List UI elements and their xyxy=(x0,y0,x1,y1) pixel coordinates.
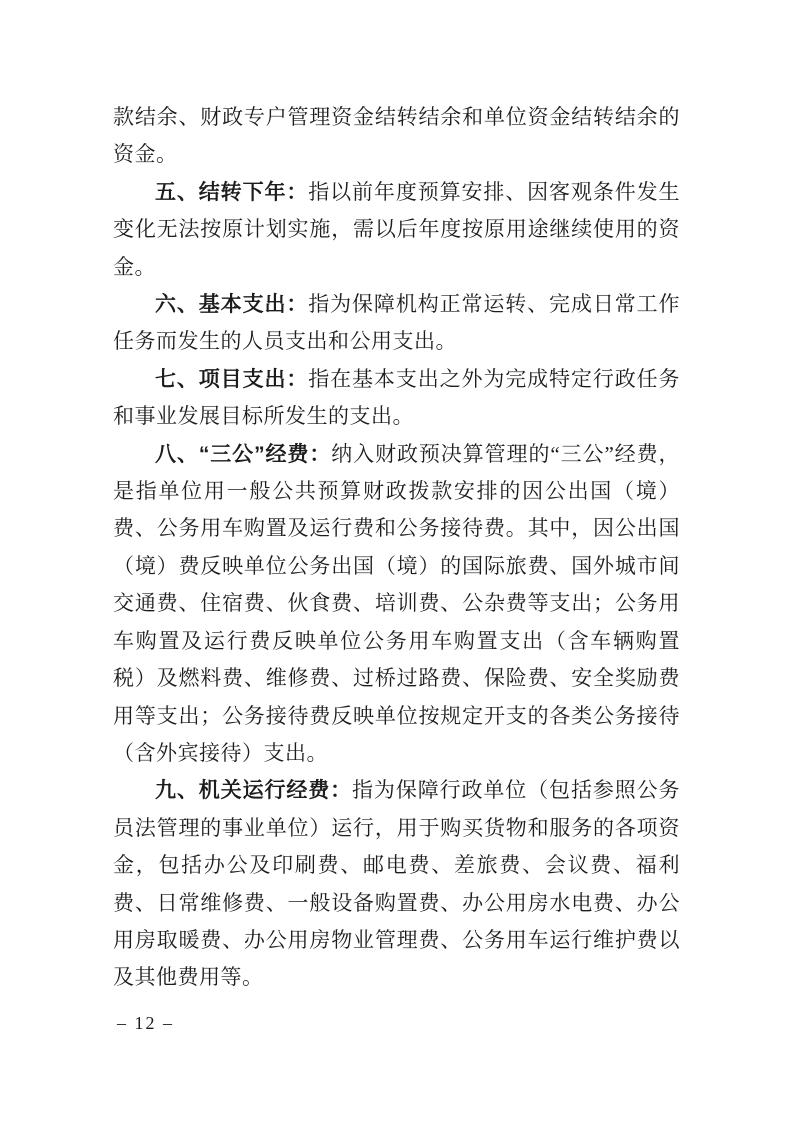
term-heading: 五、结转下年： xyxy=(155,180,309,204)
term-heading: 九、机关运行经费： xyxy=(155,779,353,803)
paragraph-term-8 xyxy=(113,436,680,773)
document-body xyxy=(113,99,680,997)
paragraph-text: 指为保障机构正常运转、完成日常工作任务而发生的人员支出和公用支出。 xyxy=(113,292,681,354)
paragraph-term-6 xyxy=(113,286,680,361)
paragraph-text: 指在基本支出之外为完成特定行政任务和事业发展目标所发生的支出。 xyxy=(113,366,681,429)
paragraph-term-9 xyxy=(113,772,680,996)
page-number: – 12 – xyxy=(117,1013,174,1033)
term-heading: 八、“三公”经费： xyxy=(155,442,332,466)
paragraph-continuation xyxy=(113,99,680,174)
paragraph-term-5 xyxy=(113,174,680,286)
paragraph-text: 纳入财政预决算管理的“三公”经费，是指单位用一般公共预算财政拨款安排的因公出国（境）费、公务用车购置及运行费和公务接待费。其中，因公出国（境）费反映单位公务出国（境）的国际旅费、国外城市间交通费、住宿费、伙食费、培训费、公杂费等支出；公务用车购置及运行费反映单位公务用车购置支出（含车辆购置税）及燃料费、维修费、过桥过路费、保险费、安全奖励费用等支出；公务接待费反映单位按规定开支的各类公务接待（含外宾接待）支出。 xyxy=(113,441,681,765)
paragraph-text: 指以前年度预算安排、因客观条件发生变化无法按原计划实施，需以后年度按原用途继续使用的资金。 xyxy=(113,179,681,279)
paragraph-text: 指为保障行政单位（包括参照公务员法管理的事业单位）运行，用于购买货物和服务的各项资金，包括办公及印刷费、邮电费、差旅费、会议费、福利费、日常维修费、一般设备购置费、办公用房水电费、办公用房取暖费、办公用房物业管理费、公务用车运行维护费以及其他费用等。 xyxy=(113,778,681,990)
term-heading: 七、项目支出： xyxy=(155,367,309,391)
paragraph-text: 款结余、财政专户管理资金结转结余和单位资金结转结余的资金。 xyxy=(113,105,680,167)
term-heading: 六、基本支出： xyxy=(155,293,309,317)
paragraph-term-7 xyxy=(113,361,680,436)
